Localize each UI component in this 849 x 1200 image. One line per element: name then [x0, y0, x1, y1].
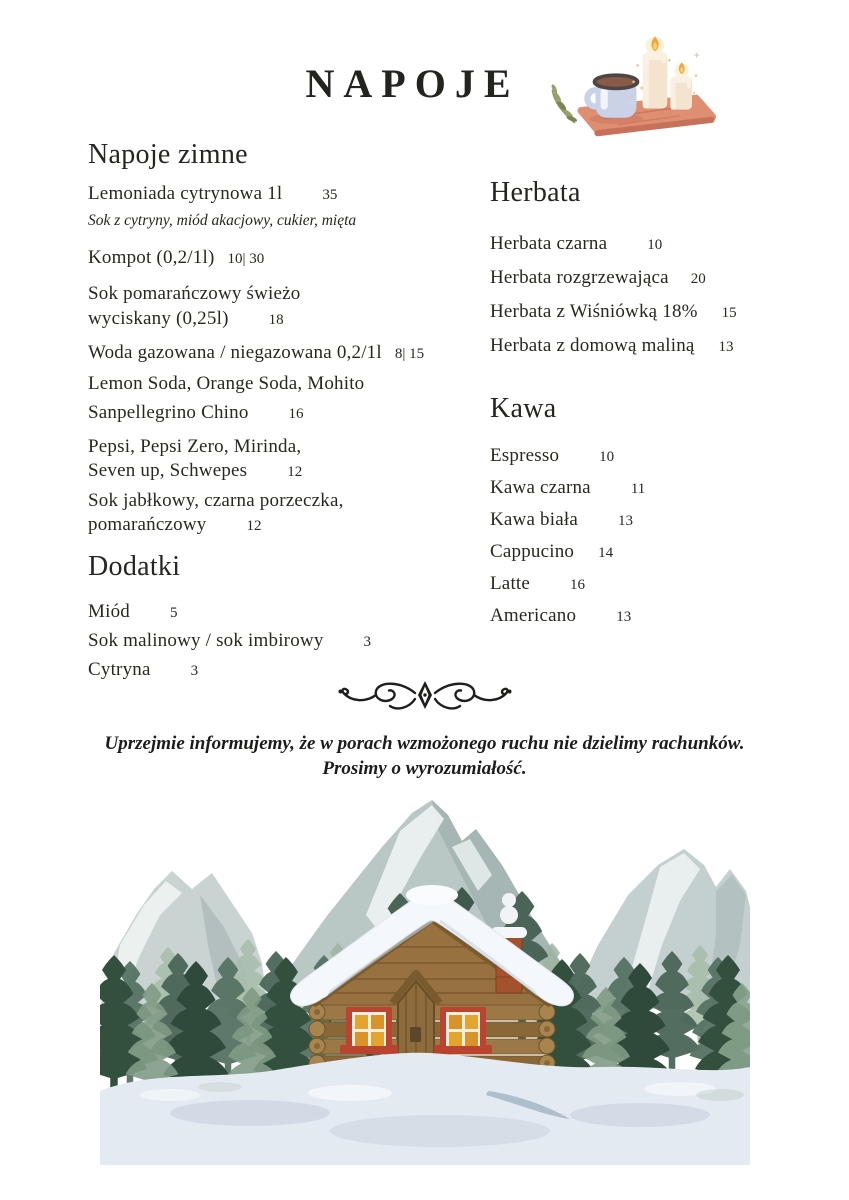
page-title: NAPOJE	[305, 61, 520, 106]
menu-item	[88, 489, 488, 538]
item-price: 5	[169, 605, 178, 621]
info-note-line2: Prosimy o wyrozumiałość.	[322, 758, 527, 779]
item-price: 12	[287, 464, 303, 480]
item-name: Herbata czarna	[490, 233, 608, 254]
item-price: 10| 30	[227, 251, 265, 267]
item-price: 15	[721, 305, 737, 321]
hot-drinks-section	[490, 178, 830, 629]
info-note-line1: Uprzejmie informujemy, że w porach wzmożonego ruchu nie dzielimy rachunków.	[104, 733, 745, 754]
section-heading-coffee: Kawa	[490, 393, 557, 424]
menu-item	[490, 604, 830, 629]
menu-item	[490, 572, 830, 597]
section-heading-tea: Herbata	[490, 177, 581, 208]
menu-item	[88, 629, 488, 654]
item-name: Sanpellegrino Chino	[88, 402, 249, 423]
menu-item	[490, 540, 830, 565]
item-name: Sok malinowy / sok imbirowy	[88, 630, 324, 651]
item-price: 16	[570, 577, 586, 593]
item-price: 13	[617, 513, 633, 529]
menu-item	[490, 508, 830, 533]
item-name: Latte	[490, 573, 531, 594]
item-price: 3	[363, 634, 372, 650]
item-price: 20	[690, 271, 706, 287]
item-name: Espresso	[490, 445, 560, 466]
item-name: Cappucino	[490, 541, 575, 562]
menu-item	[88, 281, 488, 333]
divider-row	[0, 678, 849, 718]
cold-drinks-section	[88, 140, 488, 683]
item-price: 18	[268, 312, 284, 328]
item-name: Pepsi, Pepsi Zero, Mirinda,	[88, 436, 302, 457]
menu-item	[490, 334, 830, 359]
item-name: Herbata z domową maliną	[490, 335, 695, 356]
winter-cabin-illustration	[100, 795, 750, 1165]
item-price: 3	[190, 663, 199, 679]
item-price: 13	[616, 609, 632, 625]
item-name: Sok pomarańczowy świeżo	[88, 283, 301, 304]
candles-mug-illustration	[540, 36, 730, 140]
item-name: wyciskany (0,25l)	[88, 308, 229, 329]
item-name: Seven up, Schwepes	[88, 460, 248, 481]
item-name: Americano	[490, 605, 577, 626]
item-price: 16	[288, 406, 304, 422]
menu-item	[88, 600, 488, 625]
item-name: Lemoniada cytrynowa 1l	[88, 183, 283, 204]
item-name: Woda gazowana / niegazowana 0,2/1l	[88, 342, 382, 363]
item-name: Kawa biała	[490, 509, 578, 530]
item-price: 10	[599, 449, 615, 465]
menu-item	[88, 372, 488, 396]
item-name: Miód	[88, 601, 130, 622]
item-name: Sok jabłkowy, czarna porzeczka,	[88, 490, 344, 511]
menu-item	[490, 300, 830, 325]
menu-item	[88, 435, 488, 484]
item-price: 13	[718, 339, 734, 355]
item-name: Kawa czarna	[490, 477, 591, 498]
item-price: 12	[246, 518, 262, 534]
section-heading-extras: Dodatki	[88, 551, 181, 582]
item-name: Cytryna	[88, 659, 151, 680]
item-name: Kompot (0,2/1l)	[88, 247, 215, 268]
item-description: Sok z cytryny, miód akacjowy, cukier, mięta	[88, 212, 357, 229]
item-price: 11	[630, 481, 646, 497]
menu-item	[490, 266, 830, 291]
menu-item	[88, 182, 488, 207]
info-note	[0, 731, 849, 781]
item-name: Lemon Soda, Orange Soda, Mohito	[88, 373, 365, 394]
item-name: pomarańczowy	[88, 514, 207, 535]
section-heading-cold: Napoje zimne	[88, 139, 248, 170]
item-price: 35	[322, 187, 338, 203]
menu-item	[490, 232, 830, 257]
flourish-divider-icon	[335, 678, 515, 718]
item-price: 8| 15	[394, 346, 425, 362]
item-price: 10	[647, 237, 663, 253]
item-name: Herbata z Wiśniówką 18%	[490, 301, 698, 322]
menu-item	[88, 246, 488, 271]
item-price: 14	[598, 545, 614, 561]
menu-item	[490, 444, 830, 469]
menu-item	[88, 341, 488, 366]
menu-item	[490, 476, 830, 501]
item-name: Herbata rozgrzewająca	[490, 267, 669, 288]
menu-item	[88, 401, 488, 426]
